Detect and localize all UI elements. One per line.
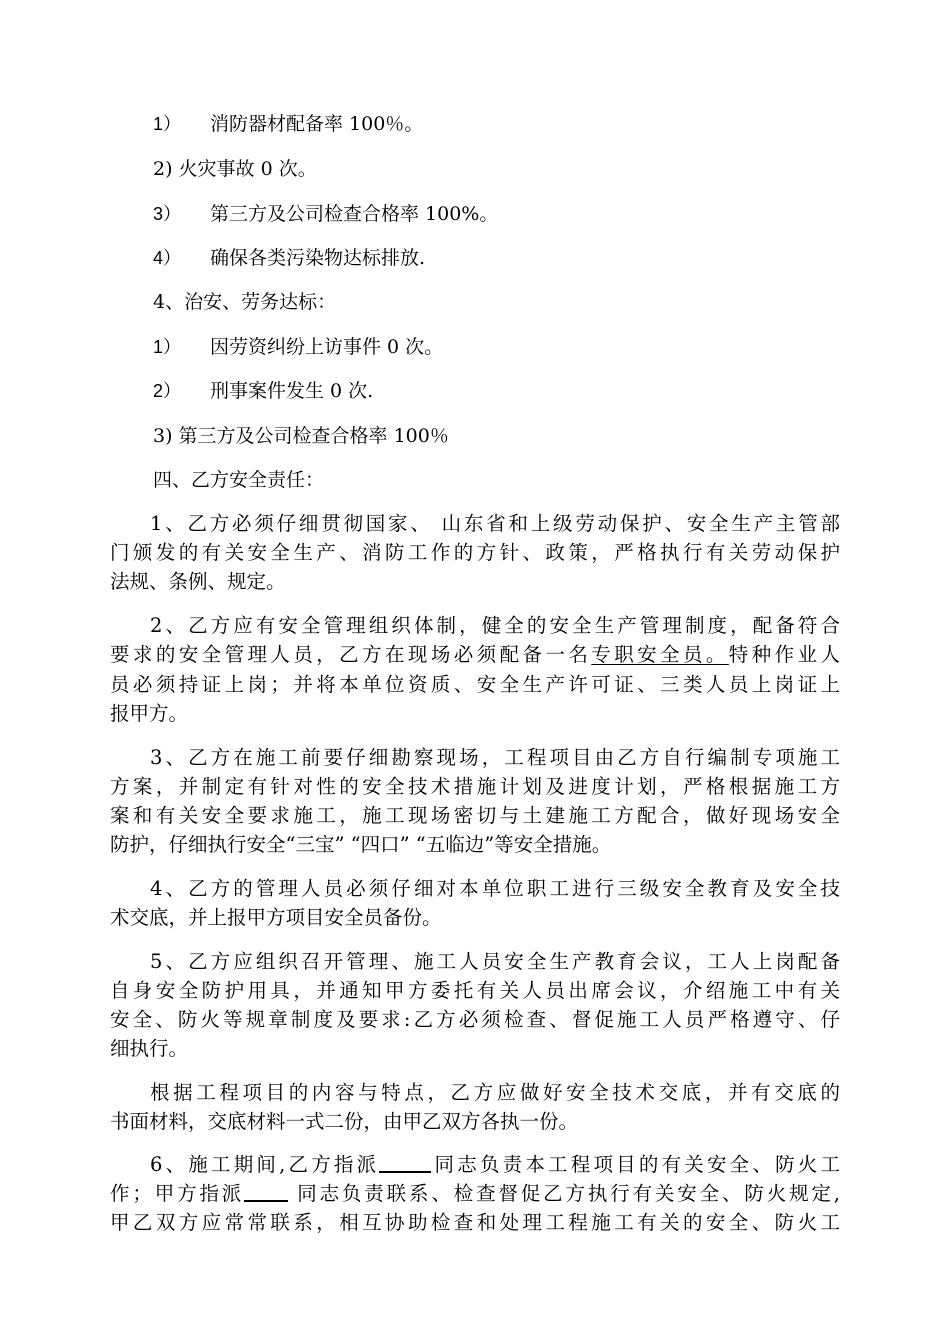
- line-text: 要求的安全管理人员，乙方在现场必须配备一名: [110, 643, 592, 666]
- fill-in-blank: [244, 1180, 288, 1202]
- list-text: 消防器材配备率 100％。: [210, 113, 424, 135]
- list-number: 2）: [153, 381, 182, 401]
- line-text: 同志负责联系、检查督促乙方执行有关安全、防火规定,: [288, 1182, 840, 1205]
- paragraph-line: 员必须持证上岗；并将本单位资质、安全生产许可证、三类人员上岗证上: [110, 673, 840, 696]
- list-item: [0, 152, 950, 186]
- paragraph-line: [150, 1150, 840, 1180]
- list-item: [0, 107, 950, 141]
- paragraph-line: 防护，仔细执行安全“三宝” “四口” “五临边”等安全措施。: [110, 833, 612, 856]
- paragraph-line: 案和有关安全要求施工，施工现场密切与土建施工方配合，做好现场安全: [110, 804, 840, 827]
- paragraph-line: 4、乙方的管理人员必须仔细对本单位职工进行三级安全教育及安全技: [150, 877, 840, 900]
- list-item: [0, 197, 950, 231]
- list-text: 确保各类污染物达标排放.: [210, 247, 426, 269]
- paragraph-line: 1、乙方必须仔细贯彻国家、 山东省和上级劳动保护、安全生产主管部: [150, 512, 840, 535]
- line-text: 作；甲方指派: [110, 1182, 245, 1205]
- list-number: 1）: [153, 114, 182, 134]
- list-text: 因劳资纠纷上访事件 0 次。: [210, 336, 444, 358]
- paragraph-line: 方案，并制定有针对性的安全技术措施计划及进度计划，严格根据施工方: [110, 775, 840, 798]
- paragraph-line: 2、乙方应有安全管理组织体制，健全的安全生产管理制度，配备符合: [150, 614, 840, 637]
- paragraph-line: [110, 640, 840, 670]
- list-number: 4）: [153, 248, 182, 268]
- list-text: 刑事案件发生 0 次.: [210, 380, 374, 402]
- list-number: 1）: [153, 337, 182, 357]
- section-heading: [0, 285, 950, 319]
- paragraph-line: 根据工程项目的内容与特点，乙方应做好安全技术交底，并有交底的: [150, 1081, 840, 1104]
- paragraph-line: 书面材料，交底材料一式二份，由甲乙双方各执一份。: [110, 1110, 579, 1133]
- section-heading-text: 四、乙方安全责任：: [153, 469, 325, 491]
- paragraph-line: 门颁发的有关安全生产、消防工作的方针、政策，严格执行有关劳动保护: [110, 541, 840, 564]
- list-item: [0, 241, 950, 275]
- line-text: 同志负责本工程项目的有关安全、防火工: [431, 1153, 840, 1176]
- paragraph-line: 甲乙双方应常常联系，相互协助检查和处理工程施工有关的安全、防火工: [110, 1211, 840, 1234]
- line-text: 6、施工期间,乙方指派: [150, 1153, 380, 1176]
- paragraph-line: 自身安全防护用具，并通知甲方委托有关人员出席会议，介绍施工中有关: [110, 979, 840, 1002]
- list-item: [0, 330, 950, 364]
- paragraph-line: 术交底，并上报甲方项目安全员备份。: [110, 906, 442, 929]
- fill-in-blank: [379, 1151, 431, 1173]
- line-text: 特种作业人: [728, 643, 840, 666]
- list-item: [0, 374, 950, 408]
- list-text: 2) 火灾事故 0 次。: [153, 158, 317, 180]
- list-item: [0, 419, 950, 453]
- list-text: 3) 第三方及公司检查合格率 100％: [153, 425, 449, 447]
- paragraph-line: 5、乙方应组织召开管理、施工人员安全生产教育会议，工人上岗配备: [150, 950, 840, 973]
- paragraph-line: 细执行。: [110, 1037, 189, 1060]
- section-heading-text: 4、治安、劳务达标：: [153, 291, 337, 313]
- paragraph-line: 3、乙方在施工前要仔细勘察现场，工程项目由乙方自行编制专项施工: [150, 746, 840, 769]
- paragraph-line: 安全、防火等规章制度及要求:乙方必须检查、督促施工人员严格遵守、仔: [110, 1008, 840, 1031]
- underlined-text: 专职安全员。: [591, 643, 729, 666]
- paragraph-line: [110, 1179, 840, 1209]
- list-number: 3）: [153, 204, 182, 224]
- section-heading: [0, 463, 950, 497]
- paragraph-line: 法规、条例、规定。: [110, 570, 286, 593]
- list-text: 第三方及公司检查合格率 100%。: [210, 203, 499, 225]
- paragraph-line: 报甲方。: [110, 702, 189, 725]
